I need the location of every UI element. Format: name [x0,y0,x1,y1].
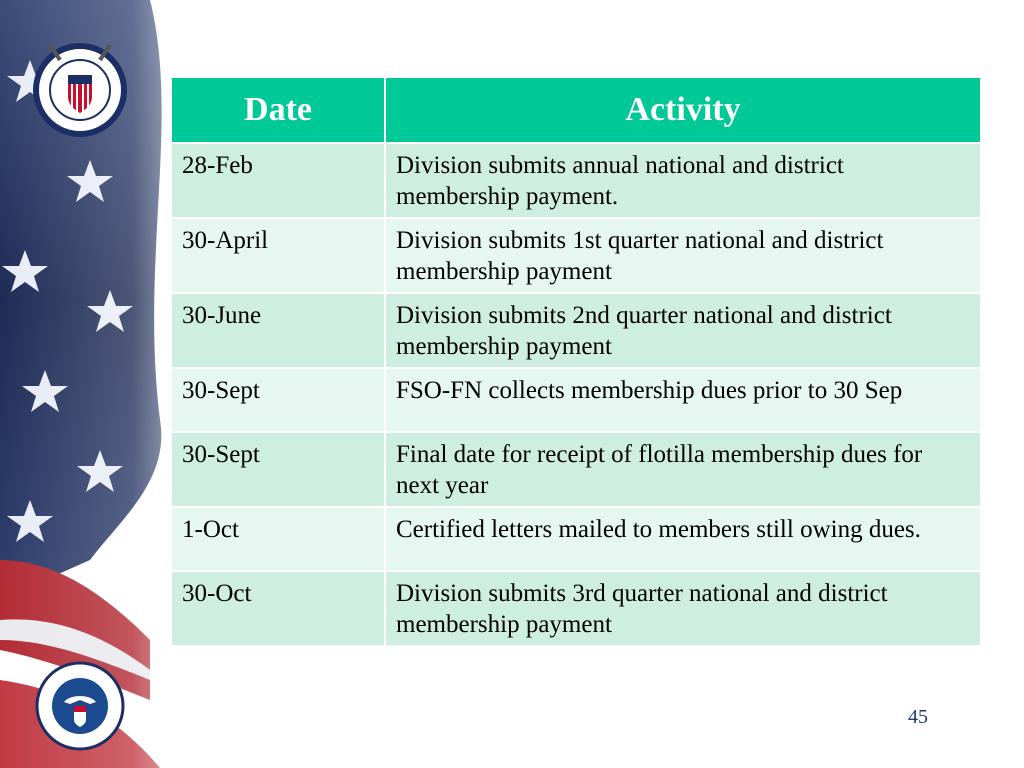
activity-cell: Certified letters mailed to members still owing dues. [386,508,980,570]
table-row [172,219,980,292]
activity-column-header: Activity [386,78,980,142]
date-cell: 30-April [172,219,384,292]
homeland-security-seal-icon [34,660,126,752]
activity-cell: Final date for receipt of flotilla membership dues for next year [386,433,980,506]
activity-cell: FSO-FN collects membership dues prior to 30 Sep [386,369,980,431]
date-cell: 30-Oct [172,572,384,645]
table-header-row [172,78,980,142]
activity-cell: Division submits 3rd quarter national and district membership payment [386,572,980,645]
page-number: 45 [908,706,928,728]
membership-schedule-table [170,76,982,647]
table-row [172,369,980,431]
coast-guard-auxiliary-seal-icon [30,35,130,145]
table-row [172,572,980,645]
activity-cell: Division submits 1st quarter national and district membership payment [386,219,980,292]
table-row [172,508,980,570]
date-cell: 1-Oct [172,508,384,570]
activity-cell: Division submits 2nd quarter national and district membership payment [386,294,980,367]
activity-cell: Division submits annual national and district membership payment. [386,144,980,217]
date-column-header: Date [172,78,384,142]
date-cell: 30-Sept [172,369,384,431]
table-row [172,144,980,217]
date-cell: 30-June [172,294,384,367]
date-cell: 28-Feb [172,144,384,217]
table-row [172,294,980,367]
table-row [172,433,980,506]
date-cell: 30-Sept [172,433,384,506]
